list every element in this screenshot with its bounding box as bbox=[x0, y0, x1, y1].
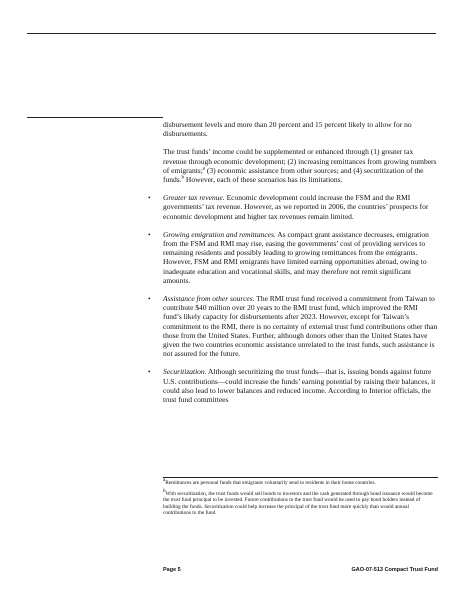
bullet-lead: Assistance from other sources. bbox=[163, 294, 255, 304]
bullet-lead: Securitization. bbox=[163, 367, 207, 377]
bullet-emigration bbox=[148, 229, 438, 285]
footnote-mark: a bbox=[163, 478, 166, 484]
footnote-a bbox=[163, 480, 438, 487]
bullet-tax-revenue bbox=[148, 193, 438, 221]
bullet-lead: Growing emigration and remittances. bbox=[163, 229, 276, 239]
continued-paragraph: disbursement levels and more than 20 percent and 15 percent likely to allow for no disbursements. bbox=[163, 120, 412, 139]
footnote-ref-b[interactable]: b bbox=[181, 175, 185, 181]
supplement-text-3: However, each of these scenarios has its limitations. bbox=[184, 175, 343, 185]
footnote-rule bbox=[163, 477, 438, 478]
footnote-text: With securitization, the trust funds would sell bonds to investors and the cash generated through bond issuance would become the trust fund principal to be invested. Future contributions to the trust fund would be used to pay bond holders instead of building the funds. Securitization could help increase the principal of the trust fund more quickly than would annual contributions to the fund. bbox=[163, 490, 433, 516]
supplement-text-2: (3) economic assistance from other sources; and (4) securitization of the funds. bbox=[163, 165, 424, 185]
bullet-text: As compact grant assistance decreases, emigration from the FSM and RMI may rise, easing the governments’ cost of providing services to remaining residents and possibly leading to growing remittances from the emigrants. However, FSM and RMI emigrants have limited earning opportunities abroad, owing to inadequate education and vocational skills, and may therefore not remit significant amounts. bbox=[163, 229, 429, 285]
body-text bbox=[148, 120, 438, 413]
footnote-b bbox=[163, 488, 438, 517]
bullet-marker: • bbox=[148, 367, 151, 377]
bullet-marker: • bbox=[148, 193, 151, 203]
supplement-text-1: The trust funds’ income could be supplemented or enhanced through (1) greater tax revenue through economic development; (2) increasing remittances from growing numbers of emigrants; bbox=[163, 147, 437, 175]
report-number: GAO-07-513 Compact Trust Fund bbox=[351, 567, 438, 573]
footnotes bbox=[163, 480, 438, 521]
bullet-text: Economic development could increase the FSM and the RMI governments’ tax revenue. However, as we reported in 2006, the countries’ prospects for economic development and higher tax revenues remain limited. bbox=[163, 193, 429, 221]
bullet-text: Although securitizing the trust funds—that is, issuing bonds against future U.S. contributions—could increase the funds’ earning potential by raising their balances, it could also lead to lower balances and reduced income. According to Interior officials, the trust fund committees bbox=[163, 367, 436, 405]
bullet-text: The RMI trust fund received a commitment from Taiwan to contribute $40 million over 20 years to the RMI trust fund, which improved the RMI fund’s likely capacity for disbursements after 2023. However, except for Taiwan’s commitment to the RMI, there is no certainty of external trust fund contributions other than those from the United States. Further, although donors other than the United States have given the two countries economic assistance unrelated to the trust funds, such assistance is not assured for the future. bbox=[163, 294, 438, 359]
bullet-marker: • bbox=[148, 229, 151, 239]
page-number: Page 5 bbox=[163, 567, 181, 573]
footnote-ref-a[interactable]: a bbox=[202, 166, 206, 172]
bullet-securitization bbox=[148, 367, 438, 405]
footnote-text: Remittances are personal funds that emigrants voluntarily send to residents in their home countries. bbox=[165, 480, 376, 486]
section-rule bbox=[27, 117, 163, 118]
bullet-other-sources bbox=[148, 294, 438, 359]
supplement-paragraph bbox=[163, 147, 438, 184]
bullet-lead: Greater tax revenue. bbox=[163, 193, 225, 203]
footnote-mark: b bbox=[163, 488, 166, 494]
header-rule bbox=[27, 33, 436, 34]
bullet-marker: • bbox=[148, 294, 151, 304]
